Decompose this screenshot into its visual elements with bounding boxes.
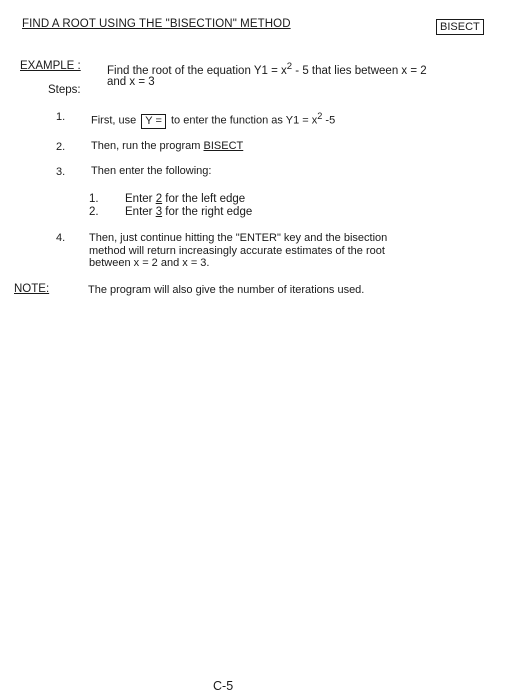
example-exponent: 2 [286,61,293,72]
step-2-text [91,141,243,153]
example-line1-text: Find the root of the equation Y1 = x [107,64,287,77]
step-1-before: First, use [91,114,137,127]
step-4-text [89,232,387,270]
substep-1-number: 1. [89,193,99,205]
page-number: C-5 [213,679,234,693]
step-2-number: 2. [56,141,66,153]
example-label: EXAMPLE : [20,60,81,72]
step-4-line-3: between x = 2 and x = 3. [89,257,210,269]
substep-1-after: for the left edge [162,193,246,205]
example-line2: and x = 3 [107,76,155,89]
example-text [107,61,427,89]
substep-2-after: for the right edge [162,206,253,218]
y-equals-key: Y = [141,114,166,129]
step-1-text [91,111,335,129]
note-label: NOTE: [14,283,50,295]
substep-2-before: Enter [125,206,156,218]
step-3-text: Then enter the following: [91,165,212,177]
step-1-number: 1. [56,111,66,123]
note-text: The program will also give the number of iterations used. [88,284,365,296]
substep-1-text [125,193,245,205]
step-1-tail: -5 [322,114,336,127]
substep-1-before: Enter [125,193,156,205]
step-4-line-2: method will return increasingly accurate estimates of the root [89,244,385,257]
program-badge: BISECT [436,19,484,35]
steps-label: Steps: [48,84,81,96]
substep-2-text [125,206,252,218]
step-4-number: 4. [56,232,66,244]
step-3-number: 3. [56,166,66,178]
program-name: BISECT [203,140,244,152]
substep-2-number: 2. [89,206,99,218]
step-2-before: Then, run the program [91,140,204,152]
step-4-line-1: Then, just continue hitting the "ENTER" key and the bisection [89,232,388,244]
example-line1-tail: - 5 that lies between x = 2 [292,64,427,77]
step-1-exponent: 2 [317,111,323,121]
page-title: FIND A ROOT USING THE "BISECTION" METHOD [22,18,291,30]
substep-2-value: 3 [155,206,163,218]
substep-1-value: 2 [155,193,163,205]
step-1-after: to enter the function as Y1 = x [170,114,318,127]
